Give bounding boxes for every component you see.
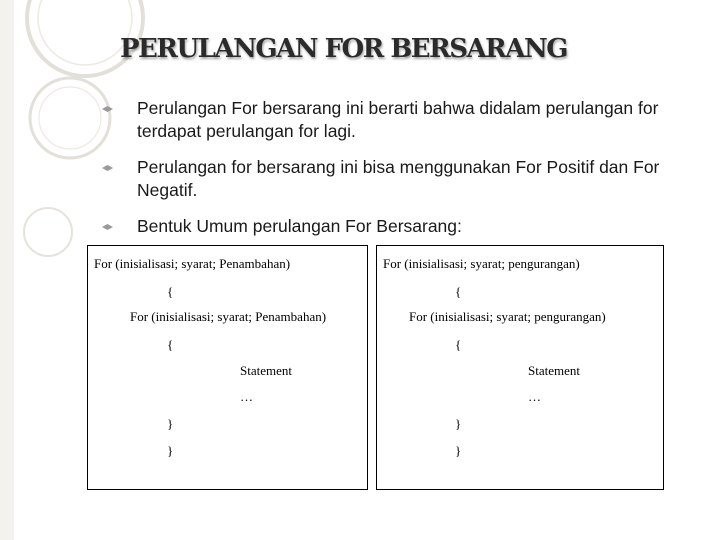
code-open-brace: {	[455, 337, 462, 352]
code-close-brace: }	[167, 416, 174, 431]
code-box-decrement	[376, 245, 664, 490]
bullet-text: Perulangan For bersarang ini berarti bahwa didalam perulangan for terdapat perulangan for lagi.	[137, 98, 659, 141]
code-outer-for: For (inisialisasi; syarat; pengurangan)	[383, 256, 580, 271]
diamond-bullet-icon	[102, 165, 113, 171]
page-title: PERULANGAN FOR BERSARANG	[120, 34, 567, 64]
code-statement: Statement	[528, 363, 580, 378]
diamond-bullet-icon	[102, 224, 113, 230]
code-open-brace: {	[167, 337, 174, 352]
code-close-brace: }	[455, 416, 462, 431]
code-close-brace: }	[455, 443, 462, 458]
code-box-increment	[87, 245, 368, 490]
code-outer-for: For (inisialisasi; syarat; Penambahan)	[94, 256, 291, 271]
bullet-item	[102, 215, 702, 238]
code-ellipsis: …	[240, 389, 253, 404]
code-inner-for: For (inisialisasi; syarat; pengurangan)	[409, 309, 606, 324]
code-ellipsis: …	[528, 389, 541, 404]
bullet-list	[102, 97, 702, 251]
diamond-bullet-icon	[102, 106, 113, 112]
bullet-item	[102, 156, 702, 202]
bullet-item	[102, 97, 702, 143]
code-statement: Statement	[240, 363, 292, 378]
code-open-brace: {	[167, 284, 174, 299]
code-close-brace: }	[167, 443, 174, 458]
bullet-text: Perulangan for bersarang ini bisa menggunakan For Positif dan For Negatif.	[137, 157, 660, 200]
bullet-text: Bentuk Umum perulangan For Bersarang:	[137, 216, 462, 236]
code-open-brace: {	[455, 284, 462, 299]
code-inner-for: For (inisialisasi; syarat; Penambahan)	[130, 309, 327, 324]
